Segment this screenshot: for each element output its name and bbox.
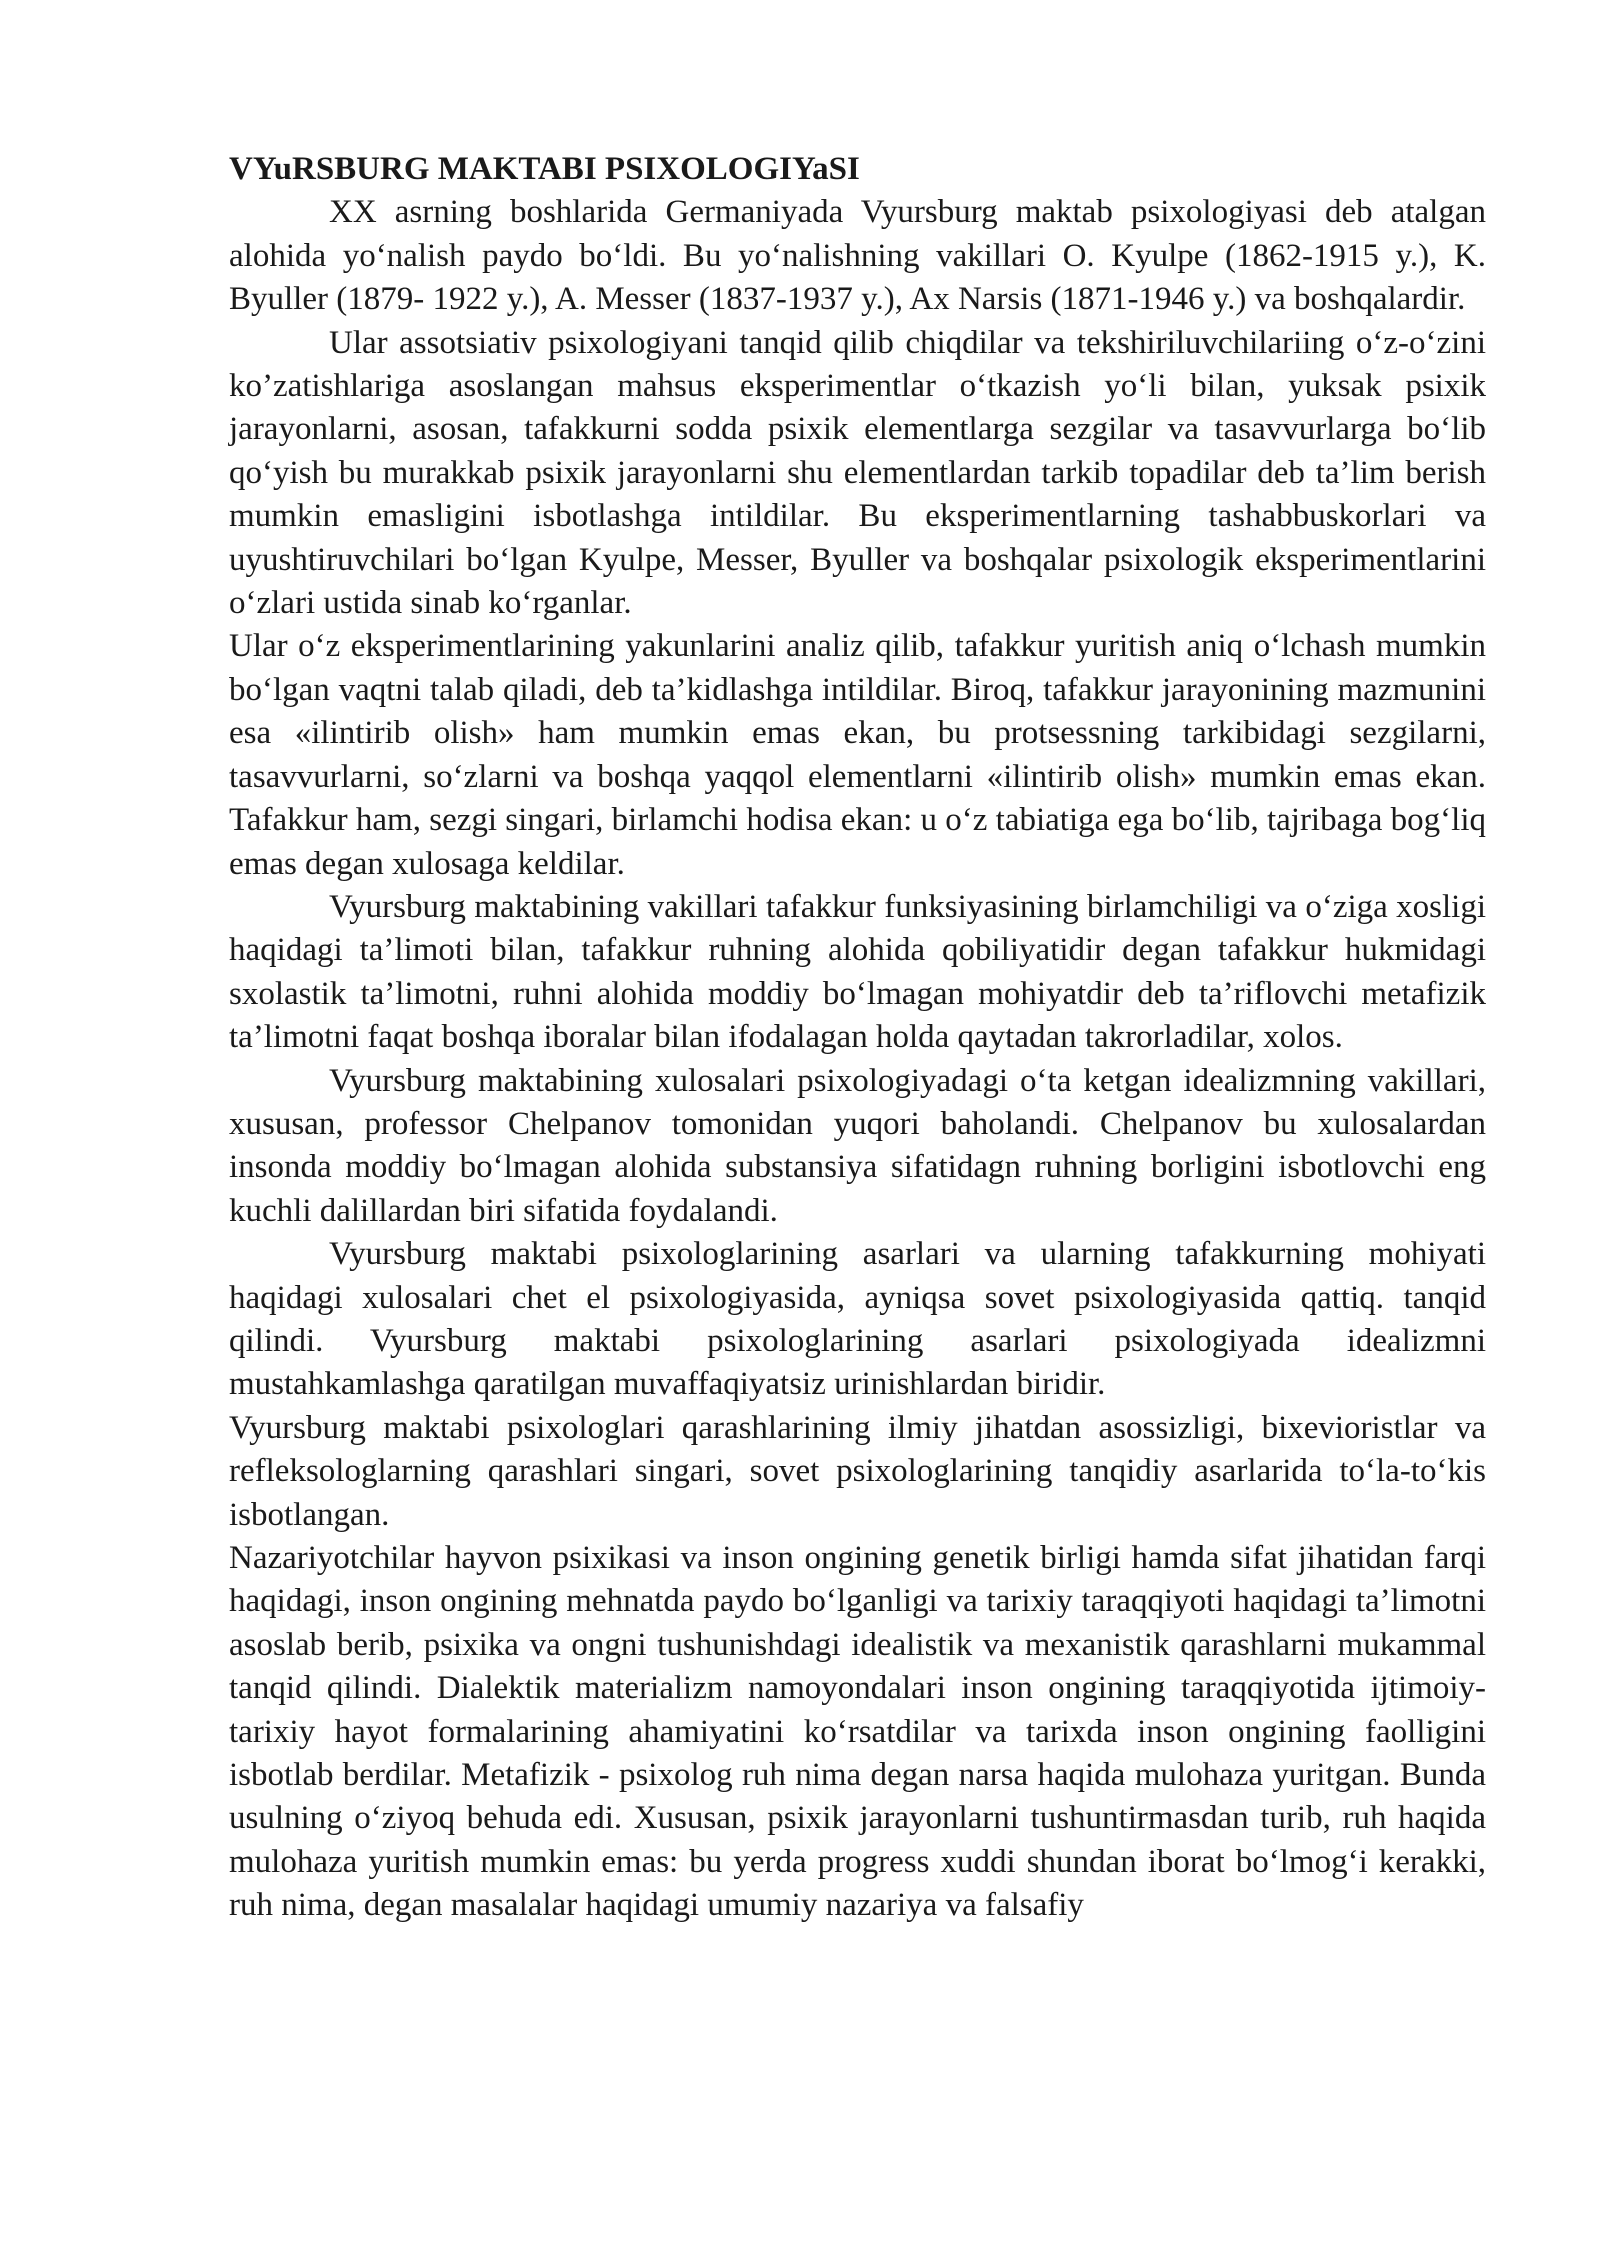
paragraph-6: Vyursburg maktabi psixologlarining asarlari va ularning tafakkurning mohiyati haqidagi xulosalari chet el psixologiyasida, ayniqsa sovet psixologiyasida qattiq. tanqid qilindi. Vyursburg maktabi psixologlarining asarlari psixologiyada idealizmni mustahkamlashga qaratilgan muvaffaqiyatsiz urinishlardan biridir. [229,1236,1486,1403]
paragraph-4: Vyursburg maktabining vakillari tafakkur funksiyasining birlamchiligi va o‘ziga xosligi haqidagi ta’limoti bilan, tafakkur ruhning alohida qobiliyatidir degan tafakkur hukmidagi sxolastik ta’limotni, ruhni alohida moddiy bo‘lmagan mohiyatdir deb ta’riflovchi metafizik ta’limotni faqat boshqa iboralar bilan ifodalagan holda qaytadan takrorladilar, xolos. [229,888,1486,1056]
paragraph-7: Vyursburg maktabi psixologlari qarashlarining ilmiy jihatdan asossizligi, bixevioristlar va refleksologlarning qarashlari singari, sovet psixologlarining tanqidiy asarlarida to‘la-to‘kis isbotlangan. [229,1409,1486,1533]
paragraph-3: Ular o‘z eksperimentlarining yakunlarini analiz qilib, tafakkur yuritish aniq o‘lchash mumkin bo‘lgan vaqtni talab qiladi, deb ta’kidlashga intildilar. Biroq, tafakkur jarayonining mazmunini esa «ilintirib olish» ham mumkin emas ekan, bu protsessning tarkibidagi sezgilarni, tasavvurlarni, so‘zlarni va boshqa yaqqol elementlarni «ilintirib olish» mumkin emas ekan. Tafakkur ham, sezgi singari, birlamchi hodisa ekan: u o‘z tabiatiga ega bo‘lib, tajribaga bog‘liq emas degan xulosaga keldilar. [229,628,1486,882]
paragraph-1: XX asrning boshlarida Germaniyada Vyursburg maktab psixologiyasi deb atalgan alohida yo‘nalish paydo bo‘ldi. Bu yo‘nalishning vakillari O. Kyulpe (1862-1915 y.), K. Byuller (1879- 1922 y.), A. Messer (1837-1937 y.), Ax Narsis (1871-1946 y.) va boshqalardir. [229,194,1486,318]
paragraph-8: Nazariyotchilar hayvon psixikasi va inson ongining genetik birligi hamda sifat jihatidan farqi haqidagi, inson ongining mehnatda paydo bo‘lganligi va tarixiy taraqqiyoti haqidagi ta’limotni asoslab berib, psixika va ongni tushunishdagi idealistik va mexanistik qarashlarni mukammal tanqid qilindi. Dialektik materializm namoyondalari inson ongining taraqqiyotida ijtimoiy-tarixiy hayot formalarining ahamiyatini ko‘rsatdilar va tarixda inson ongining faolligini isbotlab berdilar. Metafizik - psixolog ruh nima degan narsa haqida mulohaza yuritgan. Bunda usulning o‘ziyoq behuda edi. Xususan, psixik jarayonlarni tushuntirmasdan turib, ruh haqida mulohaza yuritish mumkin emas: bu yerda progress xuddi shundan iborat bo‘lmog‘i kerakki, ruh nima, degan masalalar haqidagi umumiy nazariya va falsafiy [229,1540,1486,1924]
paragraph-2: Ular assotsiativ psixologiyani tanqid qilib chiqdilar va tekshiriluvchilariing o‘z-o‘zini ko’zatishlariga asoslangan mahsus eksperimentlar o‘tkazish yo‘li bilan, yuksak psixik jarayonlarni, asosan, tafakkurni sodda psixik elementlarga sezgilar va tasavvurlarga bo‘lib qo‘yish bu murakkab psixik jarayonlarni shu elementlardan tarkib topadilar deb ta’lim berish mumkin emasligini isbotlashga intildilar. Bu eksperimentlarning tashabbuskorlari va uyushtiruvchilari bo‘lgan Kyulpe, Messer, Byuller va boshqalar psixologik eksperimentlarini o‘zlari ustida sinab ko‘rganlar. [229,324,1486,622]
document-page [229,148,1486,1928]
paragraph-5: Vyursburg maktabining xulosalari psixologiyadagi o‘ta ketgan idealizmning vakillari, xususan, professor Chelpanov tomonidan yuqori baholandi. Chelpanov bu xulosalardan insonda moddiy bo‘lmagan alohida substansiya sifatidagn ruhning borligini isbotlovchi eng kuchli dalillardan biri sifatida foydalandi. [229,1062,1486,1229]
document-title: VYuRSBURG MAKTABI PSIXOLOGIYaSI [229,151,860,187]
